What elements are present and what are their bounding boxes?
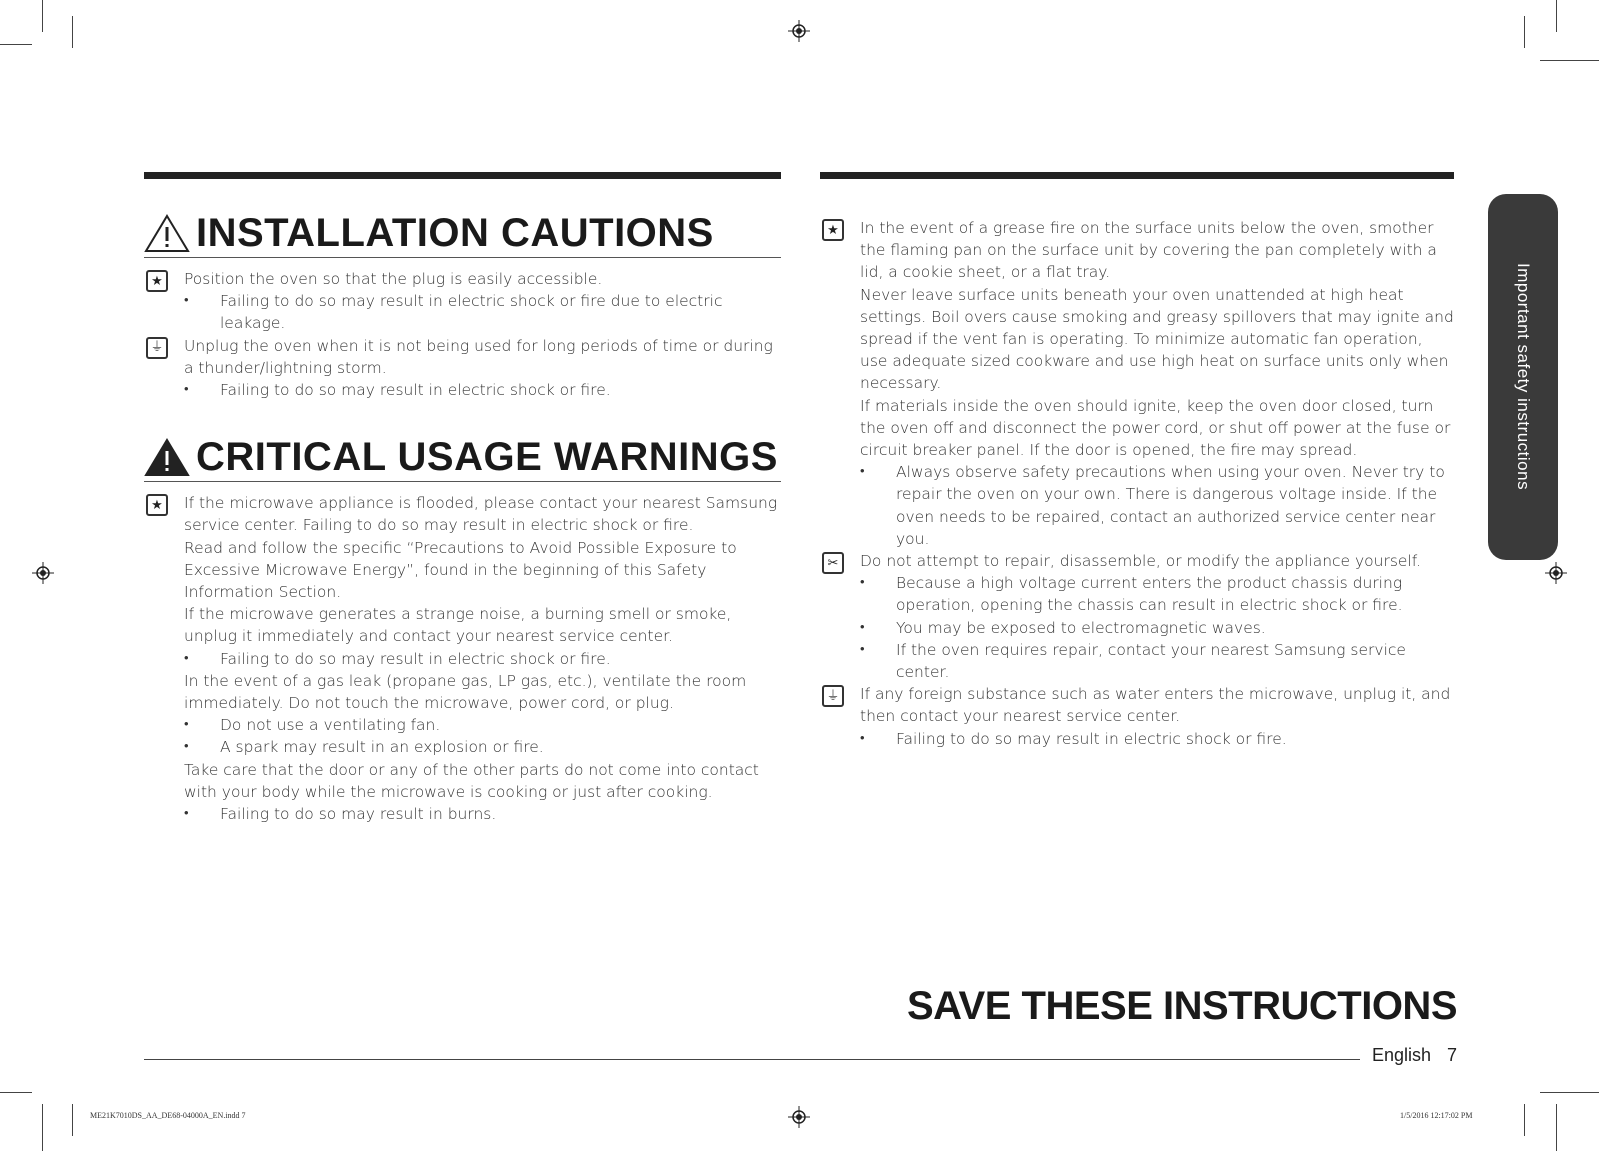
star-box-icon: ★ — [146, 270, 168, 292]
paragraph: If the microwave generates a strange noise, a burning smell or smoke, unplug it immediately and contact your nearest service center. — [184, 605, 732, 646]
paragraph: If the microwave appliance is flooded, please contact your nearest Samsung service center. Failing to do so may result in electric shock or fire. — [184, 494, 778, 535]
crop-mark — [1540, 1092, 1599, 1093]
bullet-item: • Failing to do so may result in electric shock or fire. — [860, 728, 1454, 750]
paragraph: Never leave surface units beneath your oven unattended at high heat settings. Boil overs cause smoking and greasy spillovers that may ignite and spread if the vent fan is operating. To minimize automatic fan operation, use adequate sized cookware and use high heat on surface units only when necessary. — [860, 285, 1454, 393]
bullet-item: • If the oven requires repair, contact your nearest Samsung service center. — [860, 639, 1454, 683]
crop-mark — [0, 44, 32, 45]
bullet-item: • Because a high voltage current enters the product chassis during operation, opening the chassis can result in electric shock or fire. — [860, 572, 1454, 616]
safety-entry — [820, 683, 1454, 750]
paragraph: If materials inside the oven should ignite, keep the oven door closed, turn the oven off and disconnect the power cord, or shut off power at the fuse or circuit breaker panel. If the door is opened, the fire may spread. — [860, 396, 1451, 460]
paragraph: Unplug the oven when it is not being used for long periods of time or during a thunder/lightning storm. — [184, 336, 773, 377]
crop-mark — [1556, 0, 1557, 32]
crop-mark — [42, 0, 43, 32]
critical-usage-warnings-heading — [144, 437, 781, 482]
bullet-item: • Do not use a ventilating fan. — [184, 714, 781, 736]
safety-entry — [820, 550, 1454, 683]
paragraph: Read and follow the specific “Precautions to Avoid Possible Exposure to Excessive Microwave Energy”, found in the beginning of this Safety Information Section. — [184, 538, 737, 602]
top-rule — [144, 172, 781, 179]
installation-cautions-title: INSTALLATION CAUTIONS — [196, 211, 714, 255]
crop-mark — [72, 1104, 73, 1136]
paragraph: Position the oven so that the plug is easily accessible. — [184, 270, 603, 288]
unplug-box-icon: ⏚ — [146, 337, 168, 359]
bullet-item: • Failing to do so may result in burns. — [184, 803, 781, 825]
registration-mark-icon — [788, 20, 810, 42]
paragraph: Take care that the door or any of the other parts do not come into contact with your body while the microwave is cooking or just after cooking. — [184, 760, 759, 801]
installation-cautions-heading — [144, 213, 781, 258]
no-disassemble-box-icon: ✂ — [822, 552, 844, 574]
registration-mark-icon — [32, 562, 54, 584]
crop-mark — [1524, 1104, 1525, 1136]
safety-entry — [144, 492, 781, 825]
warning-triangle-outline-icon — [144, 213, 190, 253]
critical-entries — [144, 492, 781, 825]
slug-date: 1/5/2016 12:17:02 PM — [1400, 1111, 1473, 1120]
slug-file: ME21K7010DS_AA_DE68-04000A_EN.indd 7 — [90, 1111, 246, 1120]
crop-mark — [1524, 16, 1525, 48]
crop-mark — [42, 1104, 43, 1151]
left-column — [144, 172, 781, 825]
footer-rule — [144, 1059, 1360, 1060]
installation-entries — [144, 268, 781, 401]
bullet-item: • Failing to do so may result in electric shock or fire. — [184, 648, 781, 670]
bullet-item: • Failing to do so may result in electric shock or fire due to electric leakage. — [184, 290, 781, 334]
star-box-icon: ★ — [822, 219, 844, 241]
safety-entry — [144, 335, 781, 402]
critical-usage-warnings-title: CRITICAL USAGE WARNINGS — [196, 435, 778, 480]
side-tab-label: Important safety instructions — [1514, 263, 1533, 491]
paragraph: If any foreign substance such as water enters the microwave, unplug it, and then contact your nearest service center. — [860, 685, 1451, 726]
crop-mark — [1556, 1104, 1557, 1151]
safety-entry — [820, 217, 1454, 550]
bullet-item: • A spark may result in an explosion or fire. — [184, 736, 781, 758]
safety-entry — [144, 268, 781, 335]
warning-triangle-filled-icon — [144, 437, 190, 477]
registration-mark-icon — [788, 1106, 810, 1128]
page-number: 7 — [1447, 1045, 1458, 1065]
crop-mark — [1540, 60, 1599, 61]
registration-mark-icon — [1545, 562, 1567, 584]
crop-mark — [0, 1092, 32, 1093]
right-column — [820, 172, 1454, 750]
unplug-box-icon: ⏚ — [822, 685, 844, 707]
footer-language: English — [1372, 1045, 1432, 1065]
bullet-item: • You may be exposed to electromagnetic waves. — [860, 617, 1454, 639]
bullet-item: • Always observe safety precautions when using your oven. Never try to repair the oven on your own. There is dangerous voltage inside. If the oven needs to be repaired, contact an authorized service center near you. — [860, 461, 1454, 550]
star-box-icon: ★ — [146, 494, 168, 516]
right-entries — [820, 217, 1454, 750]
crop-mark — [72, 16, 73, 48]
paragraph: In the event of a grease fire on the surface units below the oven, smother the flaming pan on the surface unit by covering the pan completely with a lid, a cookie sheet, or a flat tray. — [860, 219, 1437, 282]
save-these-instructions: SAVE THESE INSTRUCTIONS — [906, 984, 1457, 1028]
paragraph: In the event of a gas leak (propane gas, LP gas, etc.), ventilate the room immediately. Do not touch the microwave, power cord, or plug. — [184, 671, 747, 713]
top-rule — [820, 172, 1454, 179]
bullet-item: • Failing to do so may result in electric shock or fire. — [184, 379, 781, 401]
side-tab[interactable] — [1488, 194, 1558, 560]
paragraph: Do not attempt to repair, disassemble, or modify the appliance yourself. — [860, 552, 1422, 571]
